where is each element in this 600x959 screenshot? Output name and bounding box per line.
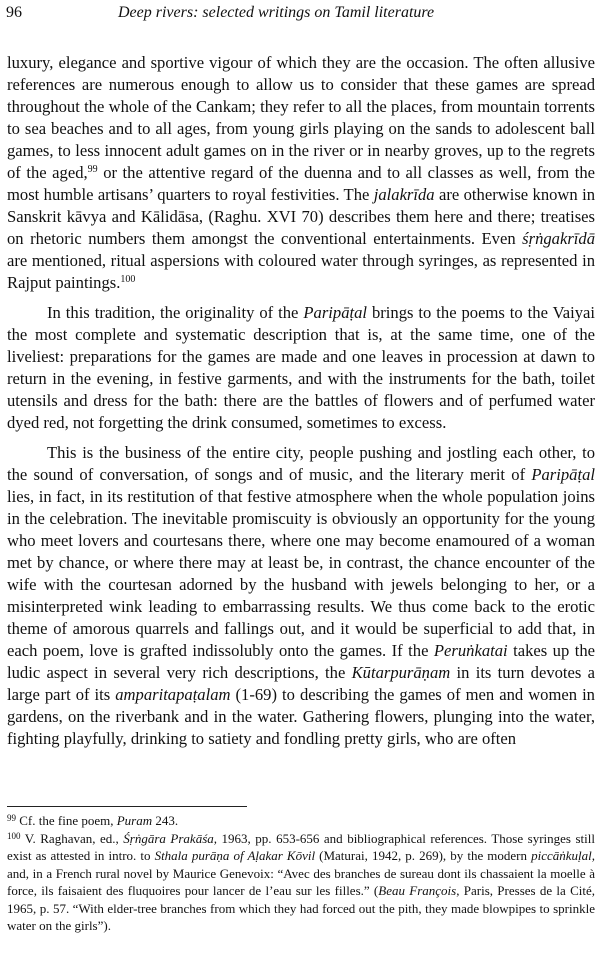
term-srngakrida: śṛṅgakrīdā xyxy=(522,229,595,248)
footnotes xyxy=(7,812,595,935)
paragraph-1: luxury, elegance and sportive vigour of which they are the occasion. The often allusive references are numerous enough to allow us to consider that these games are spread throughout the whole of the Cankam; they refer to all the places, from mountain torrents to sea beaches and to all ages, from young girls playing on the sands to adolescent ball games, to less innocent adult games on in the river or in nearby groves, up to the regrets of the aged,$^{99}$ or the attentive regard of the duenna and to all classes as well, from the most humble artisans’ quarters to royal festivities. The jalakrīda are otherwise known in Sanskrit kāvya and Kālidāsa, (Raghu. XVI 70) describes them here and there; treatises on rhetoric numbers them amongst the conventional entertainments. Even śṛṅgakrīdā are mentioned, ritual aspersions with coloured water through syringes, as represented in Rajput paintings.$^{100}$ xyxy=(7,53,595,292)
page-number: 96 xyxy=(6,4,22,21)
footnote-mark-99: 99 xyxy=(7,813,16,823)
footnote-mark-100: 100 xyxy=(7,830,21,841)
footnote-ref-100: 100 xyxy=(120,274,136,285)
footnote-ref-99: 99 xyxy=(87,164,98,175)
running-title: Deep rivers: selected writings on Tamil literature xyxy=(118,4,435,21)
term-jalakrida: jalakrīda xyxy=(373,185,435,204)
term-perunkatai: Peruṅkatai xyxy=(433,641,508,660)
body-text xyxy=(7,52,595,750)
footnote-100: $^{100}$ V. Raghavan, ed., Śṛṅgāra Prakāśa, 1963, pp. 653-656 and bibliographical references. Those syringes still exist as attested in intro. to Sthala purāṇa of Aḷakar Kōvil (Maturai, 1942, p. 269), by the modern piccāṅkuḷal, and, in a French rural novel by Maurice Genevoix: “Avec des branches de sureau dont ils chassaient la moelle à force, ils faisaient des fluquoires pour lancer de l’eau sur les filles.” (Beau François, Paris, Presses de la Cité, 1965, p. 57. “With elder-tree branches from which they had forced out the pith, they made blowpipes to sprinkle water on the girls”). xyxy=(7,830,596,933)
paragraph-2: In this tradition, the originality of the Paripāṭal brings to the poems to the Vaiyai the most complete and systematic description that is, at the same time, one of the liveliest: preparations for the games are made and one leaves in procession at dawn to return in the evening, in festive garments, and with the instruments for the bath, toilet utensils and dress for the bath: there are the battles of flowers and of perfumed water dyed red, not forgetting the drink consumed, sometimes to excess. xyxy=(7,303,595,432)
term-paripatal: Paripāṭal xyxy=(531,465,595,484)
term-amparitapatalam: amparitapaṭalam xyxy=(115,685,231,704)
term-kutarpuranam: Kūtarpurāṇam xyxy=(351,663,451,682)
page-header xyxy=(6,4,590,28)
footnote-99: $^{99}$ Cf. the fine poem, Puram 243. xyxy=(7,813,179,828)
paragraph-3: This is the business of the entire city, people pushing and jostling each other, to the sound of conversation, of songs and of music, and the literary merit of Paripāṭal lies, in fact, in its restitution of that festive atmosphere when the whole population joins in the celebration. The inevitable promiscuity is obviously an opportunity for the young who meet lovers and courtesans there, where one may become enamoured of a woman met by chance, or where there may at least be, in contrast, the chance encounter of the wife with the courtesan adorned by the husband with jewels belonging to her, or a misinterpreted wink leading to embarrassing results. We thus come back to the erotic theme of amorous quarrels and fallings out, and it would be superficial to add that, in each poem, love is grafted indissolubly onto the games. If the Peruṅkatai takes up the ludic aspect in several very rich descriptions, the Kūtarpurāṇam in its turn devotes a large part of its amparitapaṭalam (1-69) to describing the games of men and women in gardens, on the riverbank and in the water. Gathering flowers, plunging into the water, fighting playfully, drinking to satiety and fondling pretty girls, who are often xyxy=(7,443,595,748)
term-paripatal: Paripāṭal xyxy=(303,303,368,322)
footnote-rule xyxy=(7,806,247,807)
